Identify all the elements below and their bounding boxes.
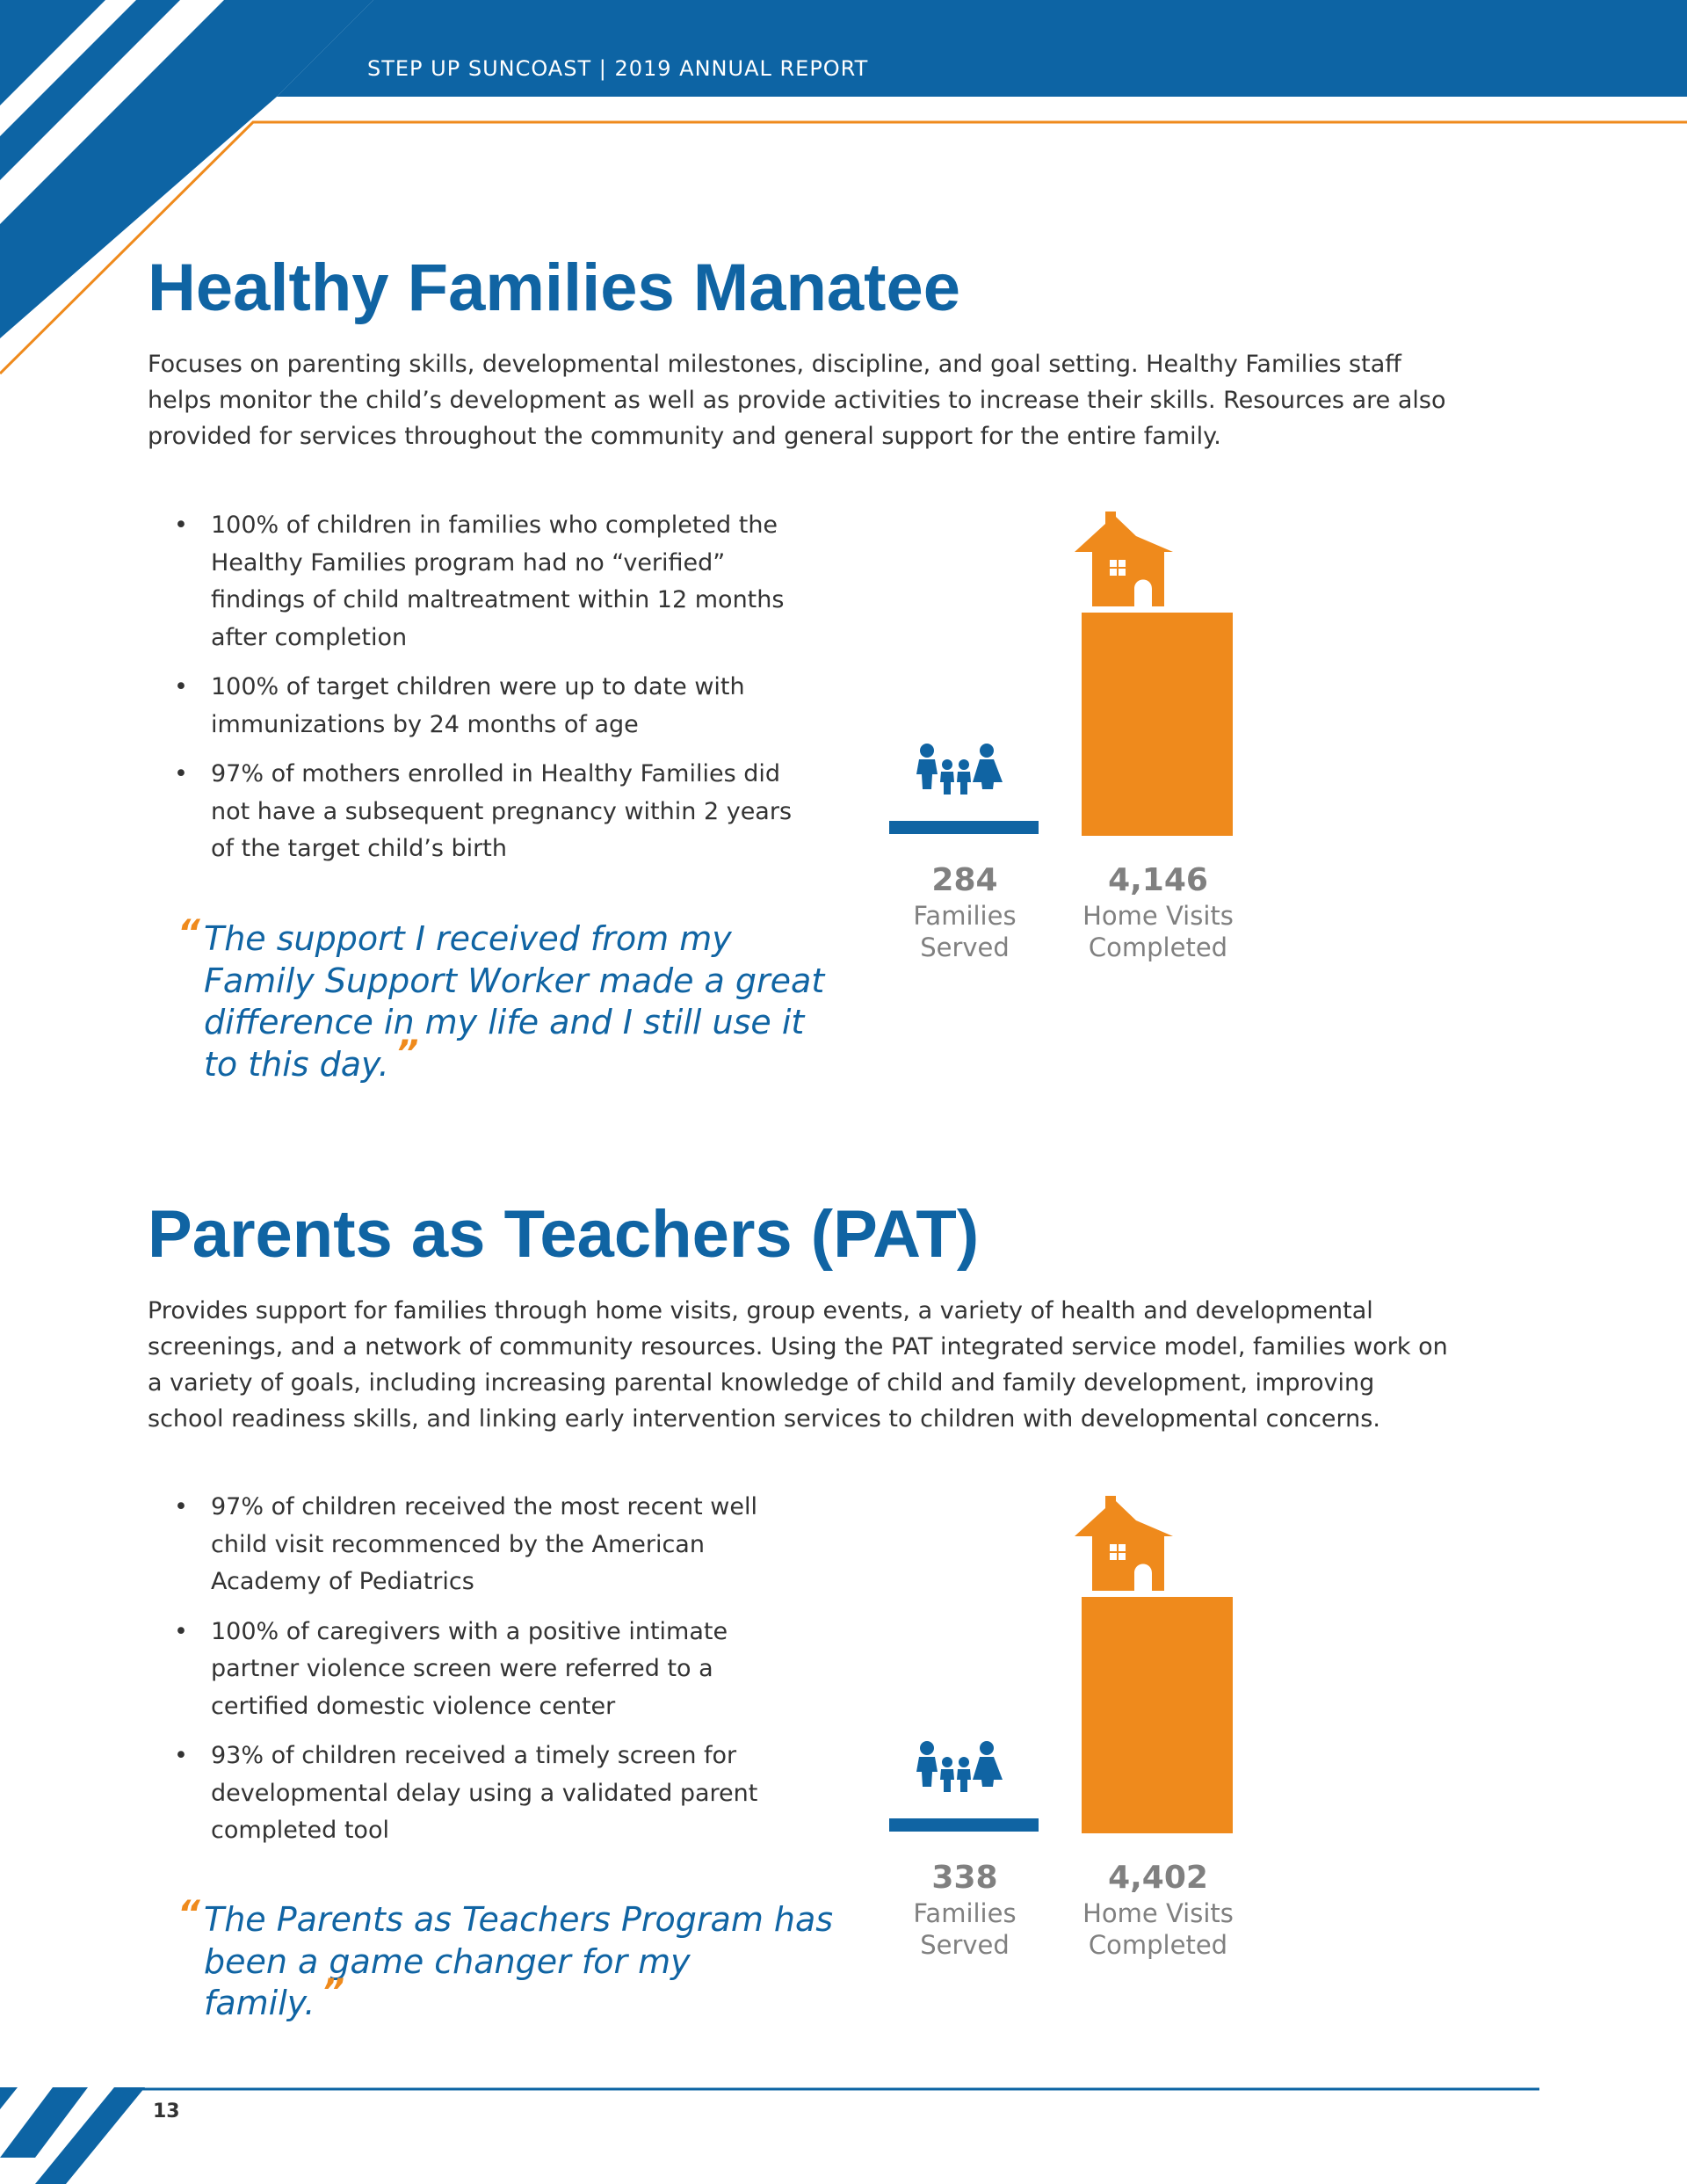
close-quote-mark: ” (322, 1972, 345, 2013)
stat-label: Home Visits Completed (1082, 901, 1234, 962)
testimonial-quote-healthy-families (167, 913, 836, 1085)
home-visits-bar (1082, 1597, 1233, 1833)
stats-chart-parents-as-teachers (861, 1494, 1265, 1960)
section-description-healthy-families: Focuses on parenting skills, developmental milestones, discipline, and goal setting. Healthy Families staff helps monitor the child’s development as well as provide activities to increase their skills. Resources are also provided for services throughout the community and general support for the entire family. (148, 351, 1446, 450)
close-quote-mark: ” (395, 1033, 419, 1074)
family-base (889, 1818, 1039, 1832)
section-description-parents-as-teachers: Provides support for families through home visits, group events, a variety of health and developmental screenings, and a network of community resources. Using the PAT integrated service model, families work on a variety of goals, including increasing parental knowledge of child and family development, improving school readiness skills, and linking early intervention services to children with developmental concerns. (148, 1297, 1448, 1433)
stat-label: Home Visits Completed (1082, 1898, 1234, 1960)
outcomes-list-healthy-families (167, 507, 800, 881)
stat-families-served (868, 1859, 1061, 1961)
stats-graphic (861, 1494, 1265, 1872)
stat-value: 4,402 (1108, 1860, 1208, 1896)
report-title: STEP UP SUNCOAST | 2019 ANNUAL REPORT (367, 56, 869, 81)
outcome-item: • 100% of children in families who completed the Healthy Families program had no “verified” findings of child maltreatment within 12 months after completion (167, 507, 800, 657)
family-icon (889, 1741, 1039, 1832)
open-quote-mark: “ (177, 1894, 200, 1934)
page-number: 13 (153, 2101, 180, 2122)
stat-value: 284 (931, 862, 998, 898)
stat-label: Families Served (913, 901, 1017, 962)
home-visits-bar (1082, 613, 1233, 836)
header-orange-line (0, 122, 1687, 374)
stat-home-visits (1061, 1859, 1255, 1961)
header-bar (277, 0, 1687, 97)
outcome-item: • 100% of target children were up to date with immunizations by 24 months of age (167, 669, 800, 744)
quote-text: The support I received from my Family Support Worker made a great difference in my life and I still use it to this day. (204, 919, 825, 1084)
stats-graphic (861, 510, 1265, 888)
family-icon (889, 744, 1039, 834)
stats-chart-healthy-families (861, 510, 1265, 962)
open-quote-mark: “ (177, 913, 200, 954)
section-title-parents-as-teachers: Parents as Teachers (PAT) (148, 1197, 980, 1272)
quote-text: The Parents as Teachers Program has been a game changer for my family. (204, 1900, 834, 2022)
house-icon (1075, 512, 1173, 606)
footer-corner (0, 2087, 18, 2109)
testimonial-quote-parents-as-teachers (167, 1894, 836, 2025)
stat-value: 4,146 (1108, 862, 1208, 898)
section-title-healthy-families: Healthy Families Manatee (148, 250, 961, 325)
family-base (889, 821, 1039, 834)
stat-value: 338 (931, 1860, 998, 1896)
outcome-item: • 93% of children received a timely screen for developmental delay using a validated parent completed tool (167, 1738, 800, 1850)
outcomes-list-parents-as-teachers (167, 1489, 800, 1862)
outcome-item: • 100% of caregivers with a positive intimate partner violence screen were referred to a certified domestic violence center (167, 1614, 800, 1726)
stat-families-served (868, 861, 1061, 963)
stat-label: Families Served (913, 1898, 1017, 1960)
house-icon (1075, 1496, 1173, 1591)
stat-home-visits (1061, 861, 1255, 963)
outcome-item: • 97% of children received the most recent well child visit recommenced by the American Academy of Pediatrics (167, 1489, 800, 1601)
outcome-item: • 97% of mothers enrolled in Healthy Families did not have a subsequent pregnancy within 2 years of the target child’s birth (167, 756, 800, 868)
